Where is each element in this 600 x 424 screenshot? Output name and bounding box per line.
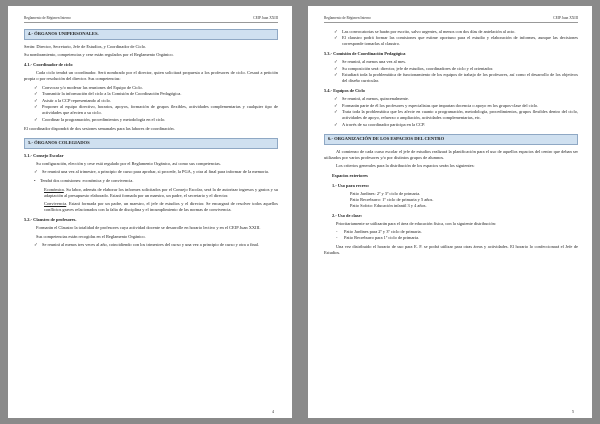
document-page-left (8, 6, 292, 418)
section-heading: 4.- ÓRGANOS UNIPERSONALES. (24, 29, 278, 40)
list-item: ✓ Proponer al equipo directivo, horarios, apoyos, formación de grupos flexibles, actividades complementarias y cualquier tipo de actividades que afecten a su ciclo. (34, 104, 278, 116)
document-page-right (308, 6, 592, 418)
paragraph: Su configuración, elección y cese está regulado por el Reglamento Orgánico, así como sus competencias. (36, 160, 221, 166)
section-heading: 6.- ORGANIZACIÓN DE LOS ESPACIOS DEL CENTRO (324, 134, 578, 145)
checklist (34, 242, 278, 248)
subsection-heading: 5.2.- Claustro de profesores. (24, 217, 77, 223)
subsection-heading: 4.1.- Coordinador de ciclo (24, 62, 73, 68)
subsection-heading: 5.3.- Comisión de Coordinación Pedagógica (324, 51, 406, 57)
page-number: 5 (572, 408, 574, 414)
paragraph: Una vez distribuido el horario de uso para E. F. se podrá utilizar para otras áreas y actividades. El horario lo confeccionará el Jefe de Estudios. (324, 243, 578, 255)
paragraph (44, 187, 278, 199)
checklist (334, 59, 578, 84)
list-item: ✓ Coordinar la programación, procedimientos y metodología en el ciclo. (34, 117, 278, 123)
paragraph: Cada ciclo tendrá un coordinador. Será nombrado por el director, quien solicitará propuesta a los profesores de ciclo. Cesará a petición propia o por resolución del director. Sus competencias: (24, 70, 278, 82)
recreo-list (350, 191, 578, 209)
checklist (334, 96, 578, 127)
paragraph: Sus competencias están recogidas en el Reglamento Orgánico. (36, 233, 146, 239)
list-item: ✓ Trata toda la problemática que les afecte en cuanto a programación, metodología, procedimientos, grupos flexibles dentro del ciclo, actividades de apoyo, refuerzo o ampliación, actividades complementarias, etc. (334, 109, 578, 121)
paragraph: Serán: Director, Secretario, Jefe de Estudios, y Coordinador de Ciclo. (24, 44, 147, 50)
header-school: CEIP Juan XXIII (253, 16, 278, 20)
header-title: Reglamento de Régimen Interno (24, 16, 71, 20)
commission-label: Convivencia (44, 201, 67, 207)
list-item: Patio Jardines: 2º y 3º ciclo de primaria. (350, 190, 421, 196)
paragraph: Al comienzo de cada curso escolar el jefe de estudios realizará la planificación para el uso de aquellos espacios del centro que deban ser utilizados por varios profesores y/o por distintos grupos de alumnos. (324, 148, 578, 160)
subsection-heading: 1.- Uso para recreo: (332, 182, 370, 188)
commission-text: . Su labor, además de elaborar los informes solicitados por el Consejo Escolar, será la de autorizar ingresos y gastos y su adaptación al presupuesto elaborado. Estará formada por un maestro, un padre, el secretario y el director. (44, 187, 278, 199)
paragraph: Su nombramiento, competencias y cese están regulados por el Reglamento Orgánico. (24, 52, 174, 58)
page-header (324, 16, 578, 23)
list-item: ✓ A través de su coordinador participa en la CCP. (334, 122, 578, 128)
list-item: • Tendrá dos comisiones: económica y de convivencia. (34, 178, 278, 184)
page-number: 4 (272, 408, 274, 414)
list-item: ✓ Se reunirá, al menos, quincenalmente. (334, 96, 578, 102)
list-item: ✓ Asistir a la CCP representando al ciclo. (34, 98, 278, 104)
list-item: ✓ Convocar y/o moderar las reuniones del Equipo de Ciclo. (34, 85, 278, 91)
subsection-heading: 2.- Uso de clase: (332, 212, 362, 218)
paragraph: El coordinador dispondrá de dos sesiones semanales para las labores de coordinación. (24, 125, 175, 131)
paragraph: Formarán el Claustro la totalidad de profesores cuya actividad docente se desarrolle en horario lectivo y en el CEIP Juan XXIII. (36, 225, 261, 231)
list-item: ✓ Formarán parte de él los profesores y especialistas que impartan docencia o apoyo en los grupos-clase del ciclo. (334, 103, 578, 109)
subsection-heading: 5.1.- Consejo Escolar (24, 152, 64, 158)
commission-label: Económica (44, 187, 64, 193)
paragraph: Los criterios generales para la distribución de los espacios serán los siguientes: (336, 163, 475, 169)
subsection-heading: Espacios exteriores (332, 173, 368, 179)
dash-list (336, 229, 578, 241)
checklist (34, 85, 278, 123)
checklist (34, 169, 278, 175)
list-item: - Patio Jardines para 2º y 3º ciclo de primaria. (336, 229, 578, 235)
commission-text: . Estará formada por un padre, un maestro, el jefe de estudios y el director. Se encargará de resolver todos aquellos conflictos graves relacionados con la falta de disciplina y el incumplimiento de las normas de convivencia. (44, 201, 278, 213)
list-item: ✓ Transmitir la información del ciclo a la Comisión de Coordinación Pedagógica. (34, 91, 278, 97)
page-header (24, 16, 278, 23)
list-item: ✓ Se reunirá, al menos una vez al mes. (334, 59, 578, 65)
list-item: Patio Sofoto: Educación infantil 3 y 4 años. (350, 202, 427, 208)
list-item: ✓ Las convocatorias se harán por escrito, salvo urgentes, al menos con dos días de antelación al acto. (334, 29, 578, 35)
list-item: ✓ Su composición será: director, jefe de estudios, coordinadores de ciclo y el orientador. (334, 66, 578, 72)
list-item: - Patio Recreburro para 1º ciclo de primaria. (336, 235, 578, 241)
list-item: ✓ Se reunirá al menos tres veces al año, coincidiendo con los trimestres del curso y una vez a principio de curso y otra a final. (34, 242, 278, 248)
header-title: Reglamento de Régimen Interno (324, 16, 371, 20)
paragraph: Prioritariamente se utilizarán para el área de educación física, con la siguiente distribución: (336, 220, 497, 226)
list-item: Patio Recreburro: 1º ciclo de primaria y 5 años. (350, 196, 434, 202)
list-item: ✓ Se reunirá una vez al trimestre, a principio de curso para aprobar, si procede, la PGA, y otra al final para informar de la memoria. (34, 169, 278, 175)
checklist (334, 29, 578, 47)
list-item: ✓ El claustro podrá formar las comisiones que estime oportuno para el estudio y elaboración de informes, aunque las decisiones corresponde tomarlas al claustro. (334, 35, 578, 47)
list-item: ✓ Estudiará toda la problemática de funcionamiento de los equipos de trabajo de los profesores, así como el desarrollo de los objetivos del diseño curricular. (334, 72, 578, 84)
section-heading: 5.- ÓRGANOS COLEGIADOS (24, 138, 278, 149)
header-school: CEIP Juan XXIII (553, 16, 578, 20)
paragraph (44, 201, 278, 213)
subsection-heading: 5.4.- Equipos de Ciclo (324, 88, 365, 94)
bullet-list (34, 178, 278, 184)
